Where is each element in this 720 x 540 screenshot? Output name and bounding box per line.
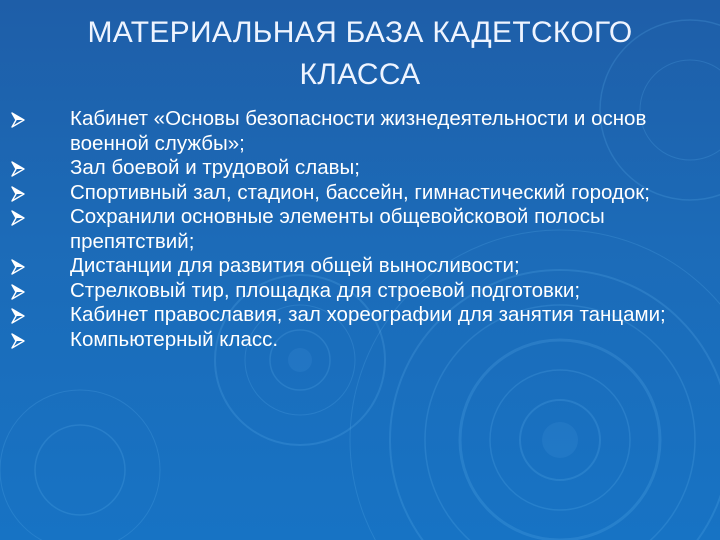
arrow-bullet-icon: [11, 308, 25, 324]
arrow-bullet-icon: [11, 112, 25, 128]
list-item: [70, 254, 710, 279]
list-item-text: Кабинет православия, зал хореографии для занятия танцами;: [70, 303, 666, 326]
list-item-text: Кабинет «Основы безопасности жизнедеятельности и основ военной службы»;: [70, 107, 647, 155]
list-item: [70, 328, 710, 353]
list-item-text: Спортивный зал, стадион, бассейн, гимнастический городок;: [70, 180, 650, 204]
list-item: [70, 279, 710, 304]
arrow-bullet-icon: [11, 284, 25, 300]
list-item-text: Зал боевой и трудовой славы;: [70, 156, 360, 179]
slide-title: МАТЕРИАЛЬНАЯ БАЗА КАДЕТСКОГО КЛАССА: [87, 16, 633, 91]
list-item: [70, 303, 710, 328]
list-item-text: Компьютерный класс.: [70, 327, 279, 351]
arrow-bullet-icon: [11, 186, 25, 202]
list-item-text: Сохранили основные элементы общевойсковой полосы препятствий;: [70, 205, 605, 253]
arrow-bullet-icon: [11, 161, 25, 177]
list-item: [70, 107, 710, 156]
arrow-bullet-icon: [11, 210, 25, 226]
arrow-bullet-icon: [11, 259, 25, 275]
list-item: [70, 205, 710, 254]
list-item: [70, 156, 710, 181]
list-item: [70, 181, 710, 206]
bullet-list: [70, 107, 710, 352]
list-item-text: Дистанции для развития общей выносливости;: [70, 254, 520, 277]
list-item-text: Стрелковый тир, площадка для строевой подготовки;: [70, 278, 581, 302]
arrow-bullet-icon: [11, 333, 25, 349]
